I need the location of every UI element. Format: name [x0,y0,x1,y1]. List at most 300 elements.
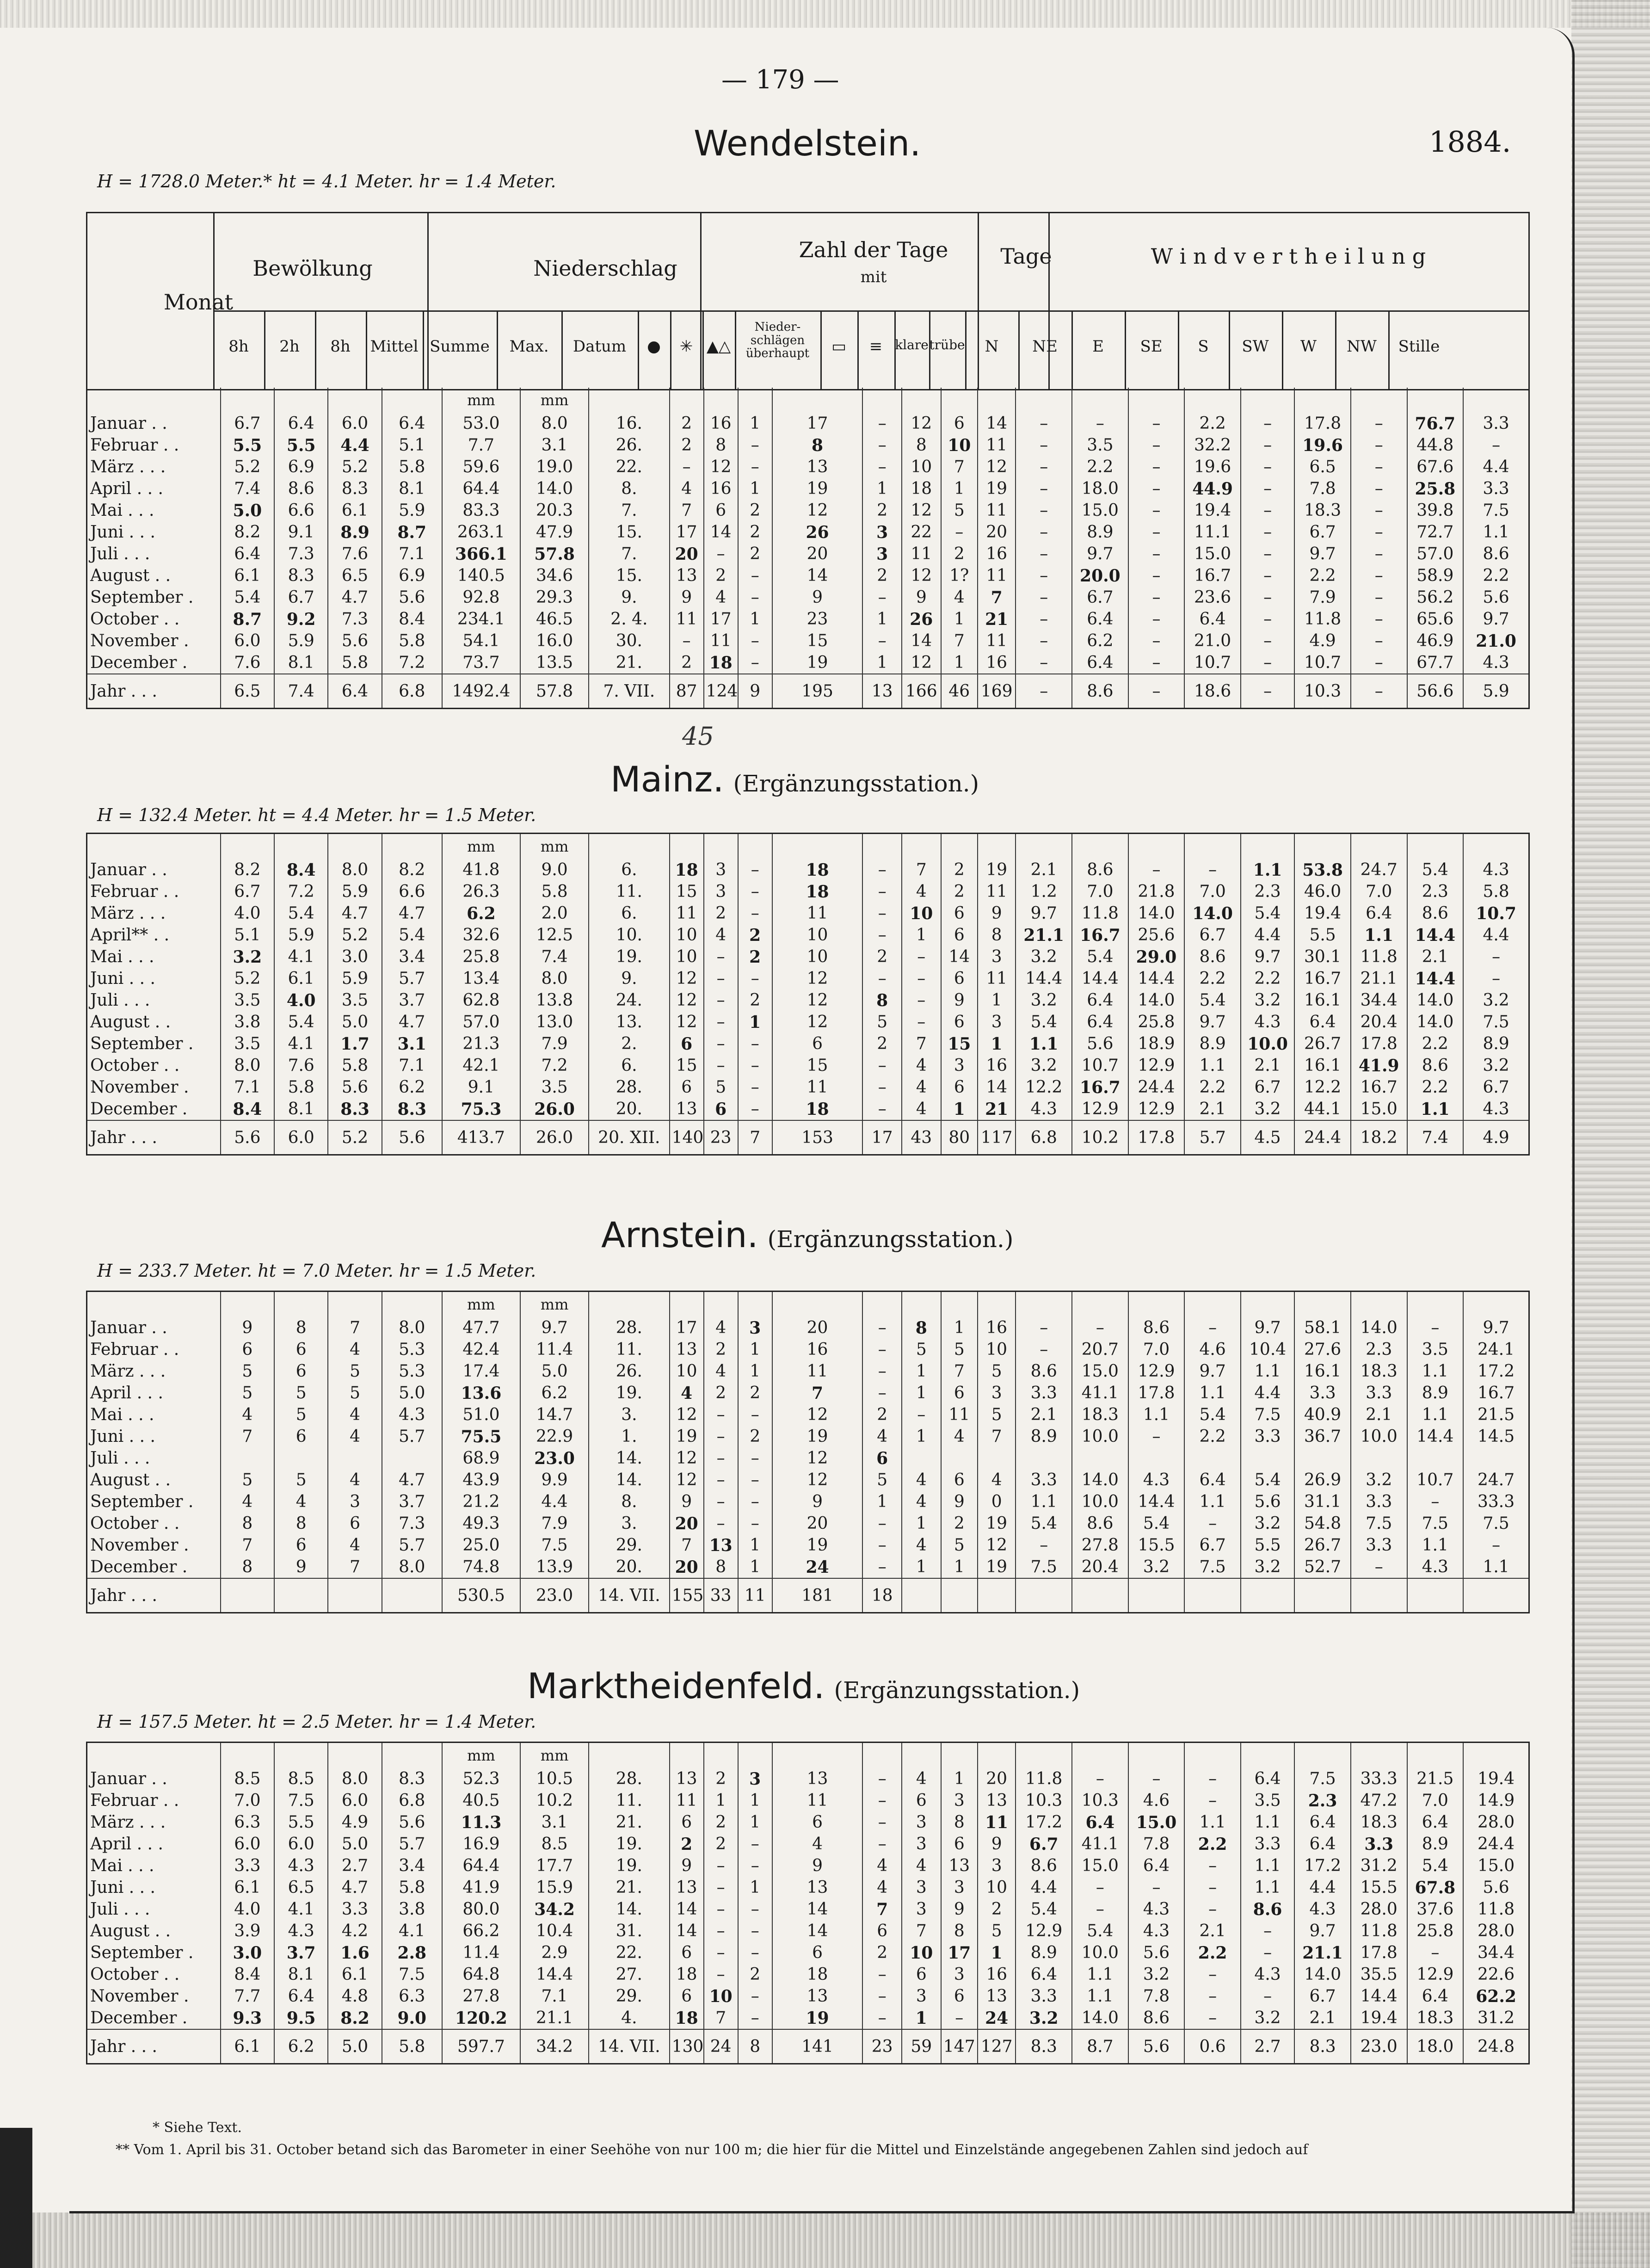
table-cell [670,834,704,859]
table-cell: – [670,456,704,478]
table-cell: 8.3 [1294,2029,1351,2063]
table-cell: 4 [862,1855,902,1877]
table-cell: 10.3 [1016,1790,1072,1811]
table-cell: 1 [862,652,902,674]
table-cell: 6.4 [328,674,382,708]
table-cell: 6.1 [328,1964,382,1985]
table-row [87,1556,1528,1578]
table-cell: 3 [902,1898,941,1920]
table-cell: 14.5 [1463,1426,1528,1447]
table-cell: 5.3 [382,1339,442,1360]
table-cell: 5.2 [328,1120,382,1154]
table-cell: 53.8 [1294,859,1351,881]
column-subheader: NW [1347,337,1377,356]
scan-edge-bottom [0,2212,1650,2268]
table-cell: 3.3 [1351,1534,1407,1556]
table-cell: – [1241,1920,1294,1942]
table-cell: – [862,1556,902,1578]
table-cell: 67.7 [1407,652,1464,674]
month-label: November . [90,1536,189,1555]
table-cell: 3.1 [382,1033,442,1055]
table-cell: – [862,413,902,434]
table-cell: 19 [978,1513,1016,1534]
month-label: October . . [90,1514,180,1533]
table-cell: 5 [704,1076,738,1098]
table-cell: – [1241,608,1294,630]
table-cell [1184,388,1241,413]
table-cell: 6.2 [442,902,520,924]
month-label [87,834,221,859]
data-table [87,388,1528,708]
table-cell: 7 [862,1898,902,1920]
height-line-wendelstein: H = 1728.0 Meter.* ht = 4.1 Meter. hr = 1.4 Meter. [97,171,556,192]
table-cell: 124 [704,674,738,708]
table-cell: 14.4 [1351,1985,1407,2007]
table-cell: 3.5 [520,1076,589,1098]
table-cell: 6 [670,1076,704,1098]
table-cell: 11. [589,1790,670,1811]
table-cell: 8.6 [1016,1855,1072,1877]
table-cell: 3.3 [1463,478,1528,500]
table-cell: 3 [941,1964,978,1985]
table-cell: 12 [670,989,704,1011]
table-cell: 4 [704,1317,738,1339]
table-cell: 41.8 [442,859,520,881]
table-cell: 14.4 [1407,968,1464,989]
table-cell: 1492.4 [442,674,520,708]
table-cell: 18.0 [1407,2029,1464,2063]
table-cell: 1 [902,1382,941,1404]
table-cell: 3.2 [1241,2007,1294,2029]
table-cell [1128,1578,1185,1612]
table-cell: 19. [589,1382,670,1404]
table-cell: 15.5 [1351,1877,1407,1898]
table-cell: 5.4 [1072,946,1128,968]
month-label [87,1743,221,1768]
table-row [87,608,1528,630]
table-cell [1016,1447,1072,1469]
table-cell: 29. [589,1985,670,2007]
table-cell: 2.3 [1407,881,1464,902]
month-label: September . [90,1492,194,1511]
table-cell: 18 [670,1964,704,1985]
table-cell: 19 [772,652,863,674]
table-cell: 7.1 [221,1076,274,1098]
table-cell: 8.6 [1072,674,1128,708]
table-cell: – [1351,674,1407,708]
table-cell: 7 [328,1317,382,1339]
table-cell [1184,1578,1241,1612]
table-cell: 20.7 [1072,1339,1128,1360]
table-cell: 19.4 [1294,902,1351,924]
table-cell: – [738,2007,772,2029]
table-cell: 8.6 [1463,543,1528,565]
table-cell: 13.9 [520,1556,589,1578]
table-cell: 17.8 [1128,1382,1185,1404]
table-cell: 8.2 [221,859,274,881]
month-label: Januar . . [90,1318,167,1337]
table-cell: 9 [941,1491,978,1513]
month-label: Juni . . . [90,1878,155,1897]
table-cell: 2 [704,902,738,924]
table-cell: 26 [772,521,863,543]
table-cell: 530.5 [442,1578,520,1612]
table-cell: 10 [902,456,941,478]
table-cell: 19.6 [1184,456,1241,478]
table-cell: 4 [221,1491,274,1513]
table-cell [941,834,978,859]
month-label: März . . . [90,457,166,476]
table-cell: 5 [221,1469,274,1491]
table-cell [274,1292,328,1317]
table-cell [1072,834,1128,859]
table-cell: – [1351,521,1407,543]
table-cell: 9.5 [274,2007,328,2029]
table-cell: 2 [941,1513,978,1534]
table-cell: 9 [670,587,704,608]
table-cell: 6.2 [274,2029,328,2063]
table-cell: 7.7 [221,1985,274,2007]
column-subheader: N [985,337,999,356]
table-cell [738,834,772,859]
table-cell: 4 [862,1877,902,1898]
table-cell: 2.2 [1241,968,1294,989]
table-cell: 16.0 [520,630,589,652]
table-cell: 597.7 [442,2029,520,2063]
table-cell: 8 [862,989,902,1011]
table-cell: – [738,1404,772,1426]
table-cell: 5.1 [382,434,442,456]
table-cell: 117 [978,1120,1016,1154]
table-cell: – [738,434,772,456]
table-cell: 10.7 [1072,1055,1128,1076]
table-cell: 14.4 [520,1964,589,1985]
table-cell: 4.1 [274,1898,328,1920]
table-cell: 8.6 [1128,1317,1185,1339]
table-cell: 22 [902,521,941,543]
table-cell: 6 [941,1985,978,2007]
table-cell: 2.2 [1294,565,1351,587]
table-cell [902,1578,941,1612]
table-cell: 19 [772,2007,863,2029]
table-cell: 26.9 [1294,1469,1351,1491]
table-cell [902,1743,941,1768]
table-cell [978,1292,1016,1317]
total-row [87,2029,1528,2063]
table-cell: – [862,881,902,902]
table-cell: 9.3 [221,2007,274,2029]
table-cell: 2.3 [1241,881,1294,902]
table-cell [1463,1743,1528,1768]
table-cell: 140 [670,1120,704,1154]
column-subheader: 8h [228,337,249,356]
table-cell: 3.2 [1463,989,1528,1011]
table-cell: 1.1 [1241,859,1294,881]
table-cell: 5.3 [382,1360,442,1382]
table-cell: 18.0 [1072,478,1128,500]
table-cell: – [862,1985,902,2007]
table-cell: 6 [941,902,978,924]
year-label: 1884. [1429,125,1511,159]
table-cell: 12.9 [1407,1964,1464,1985]
table-cell: – [941,521,978,543]
table-cell: 3.1 [520,1811,589,1833]
table-cell: – [1128,608,1185,630]
table-cell: 8.3 [328,1098,382,1120]
table-cell: 4 [328,1469,382,1491]
table-cell: 8.9 [1407,1833,1464,1855]
table-cell: 46.5 [520,608,589,630]
table-cell: 26. [589,1360,670,1382]
table-cell: 16.7 [1351,1076,1407,1098]
section-title-wendelstein: Wendelstein. [694,123,921,164]
table-cell: 5.9 [274,630,328,652]
table-cell: 3 [704,859,738,881]
table-cell: mm [520,1743,589,1768]
table-cell: 8.6 [1407,1055,1464,1076]
table-cell: – [1128,413,1185,434]
table-cell: 92.8 [442,587,520,608]
table-cell: 8.7 [1072,2029,1128,2063]
table-cell [772,388,863,413]
table-cell: 4 [704,924,738,946]
table-cell: 9 [978,1833,1016,1855]
table-cell: 5.4 [1016,1898,1072,1920]
table-cell [1128,1292,1185,1317]
table-cell [941,1447,978,1469]
table-cell: 14 [941,946,978,968]
table-cell: 7.9 [520,1513,589,1534]
table-cell: 3.2 [1241,1513,1294,1534]
table-cell: 28.0 [1463,1811,1528,1833]
table-cell: 25.0 [442,1534,520,1556]
table-cell: 1.1 [1241,1360,1294,1382]
table-cell: 10.7 [1294,652,1351,674]
table-cell: 3.5 [1241,1790,1294,1811]
table-cell: 11 [978,1811,1016,1833]
table-cell: 13 [670,1098,704,1120]
table-cell: 6.2 [520,1382,589,1404]
table-cell: 6 [221,1339,274,1360]
table-cell: 11 [978,968,1016,989]
table-cell: 5.6 [1072,1033,1128,1055]
table-cell: 20 [772,543,863,565]
column-subheader: E [1092,337,1104,356]
table-cell: 0.6 [1184,2029,1241,2063]
table-cell: 20 [670,1513,704,1534]
table-cell: – [1241,500,1294,521]
table-cell: 6 [670,1942,704,1964]
table-cell: 2 [704,1768,738,1790]
table-cell: 4.4 [1463,924,1528,946]
table-cell [382,1578,442,1612]
col-tage: Tage [1000,244,1052,269]
table-cell: 4 [704,1360,738,1382]
table-cell: 75.3 [442,1098,520,1120]
table-cell: – [1184,1964,1241,1985]
table-cell: 15.0 [1072,500,1128,521]
col-niederschlag: Niederschlag [533,256,677,281]
table-cell: 5.2 [221,968,274,989]
table-row [87,1447,1528,1469]
table-cell: 3.0 [328,946,382,968]
table-row [87,630,1528,652]
table-cell: 6.7 [1463,1076,1528,1098]
table-cell: 43.9 [442,1469,520,1491]
table-cell: 10.0 [1241,1033,1294,1055]
table-cell: 11 [978,630,1016,652]
table-cell: 6.1 [221,2029,274,2063]
table-cell: 13 [670,565,704,587]
table-cell: 76.7 [1407,413,1464,434]
table-cell: 6 [670,1033,704,1055]
table-cell [1463,1292,1528,1317]
column-subheader: W [1300,337,1317,356]
table-cell [328,834,382,859]
table-cell: 130 [670,2029,704,2063]
table-cell: – [1351,565,1407,587]
table-cell: 19.4 [1184,500,1241,521]
table-cell: 2 [738,543,772,565]
table-cell: 2 [704,1833,738,1855]
table-cell: 2.9 [520,1942,589,1964]
table-cell: 13 [772,1768,863,1790]
table-cell [1016,1743,1072,1768]
table-cell: 2 [738,500,772,521]
table-cell: – [1016,434,1072,456]
table-cell [1128,1743,1185,1768]
table-cell: 34.4 [1463,1942,1528,1964]
table-cell: 46.9 [1407,630,1464,652]
table-cell: 3.3 [1016,1382,1072,1404]
month-label: Jahr . . . [87,1120,221,1154]
table-cell: 24.4 [1463,1833,1528,1855]
table-cell: 13.0 [520,1011,589,1033]
table-cell [1294,1292,1351,1317]
table-cell: – [738,968,772,989]
table-cell: 153 [772,1120,863,1154]
table-cell: 6.8 [1016,1120,1072,1154]
table-cell [1463,834,1528,859]
table-cell: 8.1 [274,1964,328,1985]
table-cell: 4.4 [1294,1877,1351,1898]
table-cell: 16.7 [1072,924,1128,946]
table-arnstein [86,1291,1530,1613]
table-cell: 6 [941,1382,978,1404]
table-cell: – [1128,521,1185,543]
table-cell: 6.5 [1294,456,1351,478]
table-cell: 2 [670,413,704,434]
table-cell: 8.4 [274,859,328,881]
table-cell: 2.1 [1241,1055,1294,1076]
table-cell: 7.1 [382,1055,442,1076]
table-cell: 16 [978,1964,1016,1985]
table-cell: 4 [704,587,738,608]
table-cell: – [1241,1985,1294,2007]
table-cell: – [1016,674,1072,708]
table-cell: 47.7 [442,1317,520,1339]
table-cell: 1 [738,1877,772,1898]
table-cell: 21.2 [442,1491,520,1513]
table-cell: 51.0 [442,1404,520,1426]
table-cell: 3 [902,1877,941,1898]
table-cell: 22.6 [1463,1964,1528,1985]
table-cell: 1.1 [1072,1964,1128,1985]
table-cell: 41.1 [1072,1833,1128,1855]
table-cell: – [862,1382,902,1404]
table-cell: 8 [274,1513,328,1534]
column-subheader: Mittel [370,337,419,356]
table-row [87,1833,1528,1855]
table-cell: 3 [941,1055,978,1076]
table-cell: 2 [941,543,978,565]
table-cell: 18.3 [1351,1360,1407,1382]
table-cell: 7 [902,859,941,881]
table-cell: – [1016,1534,1072,1556]
table-cell [1016,834,1072,859]
table-cell [1463,1578,1528,1612]
month-label: Juni . . . [90,1427,155,1446]
table-cell: 12 [902,565,941,587]
table-cell: 4 [670,1382,704,1404]
table-cell [772,1743,863,1768]
table-cell: 7.3 [328,608,382,630]
table-cell: 5 [221,1360,274,1382]
table-cell: 11 [670,1790,704,1811]
table-cell: 5 [328,1382,382,1404]
table-cell: 6.6 [382,881,442,902]
table-cell: 4 [902,1098,941,1120]
month-label: October . . [90,1056,180,1075]
table-cell: 28.0 [1463,1920,1528,1942]
table-cell: 28. [589,1317,670,1339]
table-cell: 20. [589,1098,670,1120]
table-cell: 66.2 [442,1920,520,1942]
table-cell: 14.0 [1128,989,1185,1011]
table-cell: 7.1 [520,1985,589,2007]
table-cell [941,1578,978,1612]
table-cell: 5.6 [382,587,442,608]
table-cell: 10 [670,1360,704,1382]
column-subheader: S [1198,337,1209,356]
table-cell: 10 [772,924,863,946]
table-cell: 14.0 [1294,1964,1351,1985]
table-cell: 3 [738,1768,772,1790]
table-cell: 9 [902,587,941,608]
table-cell: 3.9 [221,1920,274,1942]
table-cell: 1 [738,413,772,434]
table-cell: – [704,543,738,565]
table-cell: 21.1 [1294,1942,1351,1964]
table-cell: 13. [589,1011,670,1033]
table-cell: 18 [772,1098,863,1120]
table-cell: 2 [738,1426,772,1447]
table-cell: 7.5 [1016,1556,1072,1578]
table-cell: 13.4 [442,968,520,989]
table-cell: 140.5 [442,565,520,587]
table-cell: 7 [221,1426,274,1447]
table-cell: 4.3 [1128,1469,1185,1491]
table-cell: 3 [941,1877,978,1898]
table-cell: 6.5 [328,565,382,587]
table-cell [328,1447,382,1469]
table-cell: 21.1 [1351,968,1407,989]
table-cell: – [862,968,902,989]
table-cell: 5.6 [328,630,382,652]
table-cell: – [1072,413,1128,434]
month-label: August . . [90,1013,171,1032]
table-cell: 9.0 [520,859,589,881]
